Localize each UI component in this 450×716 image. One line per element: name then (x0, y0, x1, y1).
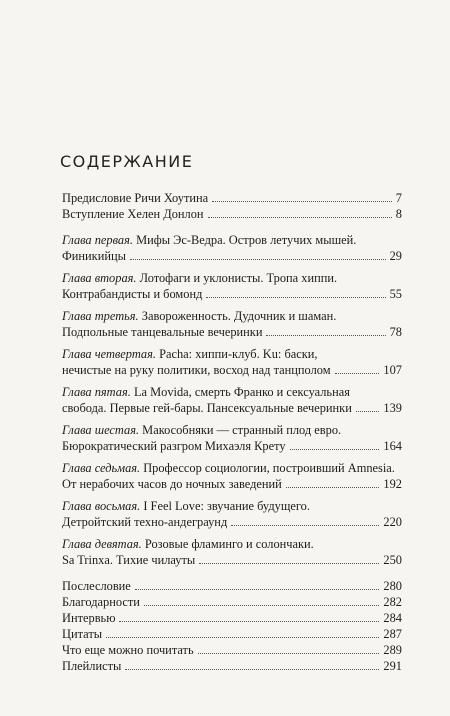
toc-entry-acknowledgements[interactable] (62, 594, 402, 610)
dot-leader (135, 589, 380, 590)
toc-entry-interviews[interactable] (62, 610, 402, 626)
toc-entry-chapter-5[interactable] (62, 384, 402, 416)
chapter-label: Глава четвертая. (62, 347, 156, 361)
chapter-label: Глава восьмая. (62, 499, 141, 513)
entry-title-cont: нечистые на руку политики, восход над танцполом (62, 363, 331, 377)
entry-title: Благодарности (62, 595, 140, 609)
toc-entry-chapter-2[interactable] (62, 270, 402, 302)
entry-title-cont: Детройтский техно-андеграунд (62, 515, 228, 529)
toc-entry-chapter-3[interactable] (62, 308, 402, 340)
dot-leader (130, 259, 386, 260)
chapter-label: Глава седьмая. (62, 461, 141, 475)
toc-entry-chapter-9[interactable] (62, 536, 402, 568)
page-number: 282 (383, 595, 402, 609)
entry-title: Вступление Хелен Донлон (62, 207, 204, 221)
entry-title: Лотофаги и уклонисты. Тропа хиппи. (136, 271, 338, 285)
page-number: 29 (389, 249, 402, 263)
toc-entry-chapter-6[interactable] (62, 422, 402, 454)
page-number: 280 (383, 579, 402, 593)
entry-title: Розовые фламинго и солончаки. (141, 537, 314, 551)
entry-title-cont: От нерабочих часов до ночных заведений (62, 477, 282, 491)
page-number: 7 (395, 191, 402, 205)
toc-entry-further-reading[interactable] (62, 642, 402, 658)
page-number: 107 (383, 363, 402, 377)
entry-title: La Movida, смерть Франко и сексуальная (130, 385, 350, 399)
entry-title-cont: Финикийцы (62, 249, 126, 263)
page-number: 289 (383, 643, 402, 657)
dot-leader (266, 335, 385, 336)
dot-leader (144, 605, 379, 606)
entry-title: Послесловие (62, 579, 131, 593)
chapter-label: Глава девятая. (62, 537, 142, 551)
dot-leader (286, 487, 380, 488)
entry-title: Макособняки — странный плод евро. (139, 423, 342, 437)
entry-title-cont: свобода. Первые гей-бары. Пансексуальные вечеринки (62, 401, 352, 415)
entry-title: Цитаты (62, 627, 103, 641)
toc-entry-introduction[interactable] (62, 206, 402, 222)
dot-leader (335, 373, 380, 374)
page-number: 287 (383, 627, 402, 641)
page-title: СОДЕРЖАНИЕ (60, 152, 194, 171)
toc-entry-chapter-8[interactable] (62, 498, 402, 530)
chapter-label: Глава третья. (62, 309, 139, 323)
dot-leader (231, 525, 379, 526)
dot-leader (106, 637, 379, 638)
chapter-label: Глава вторая. (62, 271, 137, 285)
page-number: 139 (383, 401, 402, 415)
entry-title-cont: Подпольные танцевальные вечеринки (62, 325, 263, 339)
toc-entry-chapter-7[interactable] (62, 460, 402, 492)
entry-title: Предисловие Ричи Хоутина (62, 191, 209, 205)
page-number: 220 (383, 515, 402, 529)
dot-leader (290, 449, 380, 450)
dot-leader (199, 563, 379, 564)
chapter-label: Глава пятая. (62, 385, 131, 399)
toc-entry-chapter-4[interactable] (62, 346, 402, 378)
toc-entry-foreword[interactable] (62, 190, 402, 206)
toc-entry-quotes[interactable] (62, 626, 402, 642)
dot-leader (125, 669, 379, 670)
page-number: 164 (383, 439, 402, 453)
page-number: 192 (383, 477, 402, 491)
entry-title: Pacha: хиппи-клуб. Ku: баски, (155, 347, 318, 361)
entry-title-cont: Бюрократический разгром Михаэля Крету (62, 439, 286, 453)
page-number: 250 (383, 553, 402, 567)
entry-title: Профессор социологии, построивший Amnesia. (140, 461, 395, 475)
toc-entry-playlists[interactable] (62, 658, 402, 674)
toc-entry-afterword[interactable] (62, 578, 402, 594)
dot-leader (212, 201, 392, 202)
page-number: 55 (389, 287, 402, 301)
page-number: 284 (383, 611, 402, 625)
dot-leader (208, 217, 392, 218)
chapter-label: Глава первая. (62, 233, 133, 247)
dot-leader (119, 621, 379, 622)
page-number: 291 (383, 659, 402, 673)
page-number: 78 (389, 325, 402, 339)
page-number: 8 (395, 207, 402, 221)
entry-title: Что еще можно почитать (62, 643, 194, 657)
entry-title: I Feel Love: звучание будущего. (140, 499, 310, 513)
entry-title-cont: Sa Trinxa. Тихие чилауты (62, 553, 196, 567)
entry-title: Мифы Эс-Ведра. Остров летучих мышей. (132, 233, 357, 247)
table-of-contents (62, 190, 402, 674)
entry-title-cont: Контрабандисты и бомонд (62, 287, 203, 301)
chapter-label: Глава шестая. (62, 423, 140, 437)
dot-leader (198, 653, 380, 654)
dot-leader (356, 411, 380, 412)
dot-leader (206, 297, 385, 298)
toc-entry-chapter-1[interactable] (62, 232, 402, 264)
entry-title: Интервью (62, 611, 116, 625)
entry-title: Плейлисты (62, 659, 122, 673)
entry-title: Завороженность. Дудочник и шаман. (138, 309, 337, 323)
